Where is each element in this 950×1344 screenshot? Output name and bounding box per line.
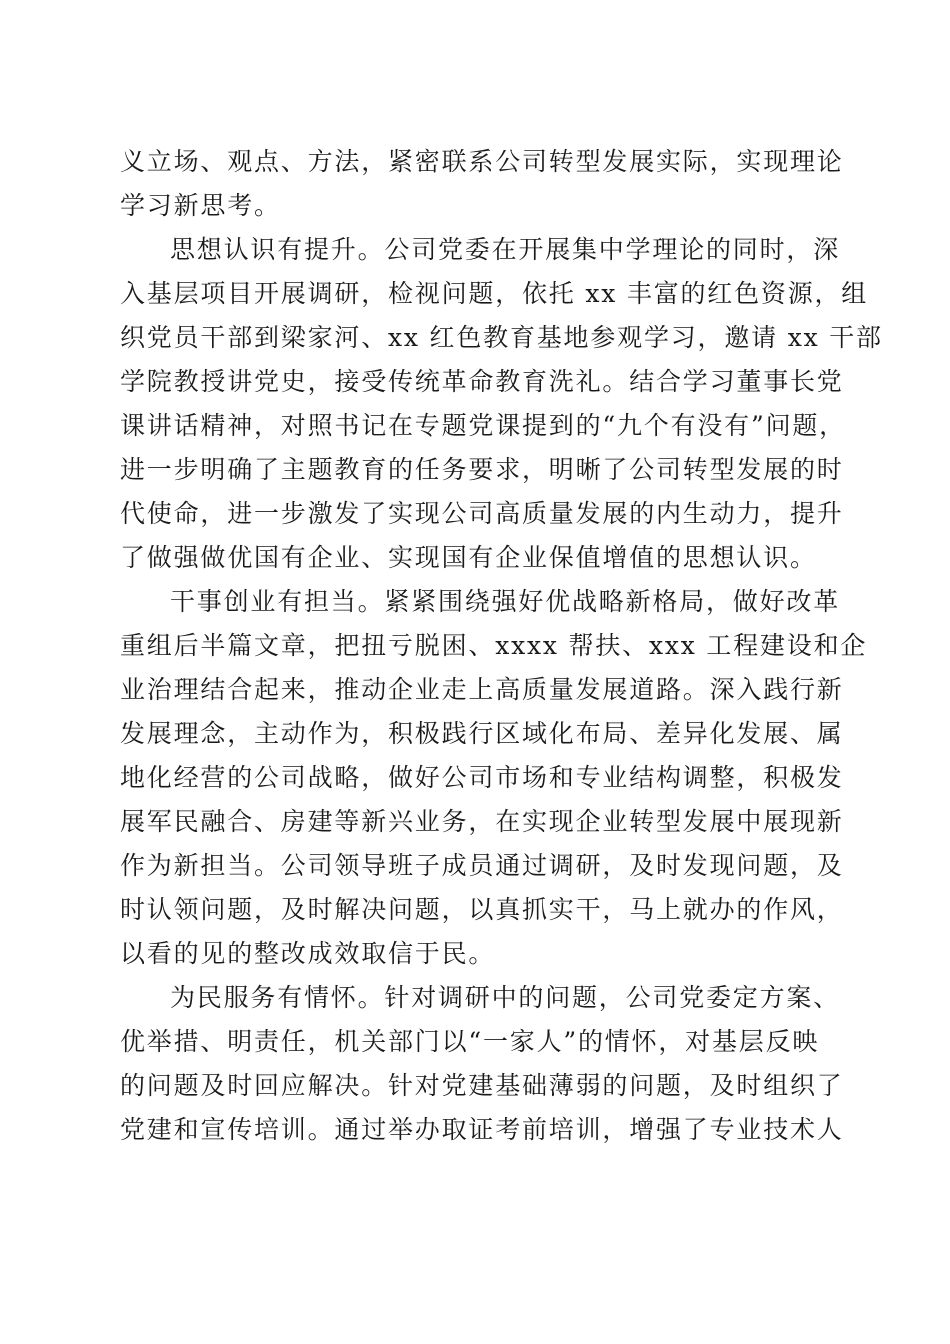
text-line: 重组后半篇文章，把扭亏脱困、xxxx 帮扶、xxx 工程建设和企 bbox=[120, 631, 868, 660]
text-line: 代使命，进一步激发了实现公司高质量发展的内生动力，提升 bbox=[120, 499, 844, 528]
paragraph-4 bbox=[120, 976, 844, 1152]
text-line: 学习新思考。 bbox=[120, 191, 281, 220]
text-line: 作为新担当。公司领导班子成员通过调研，及时发现问题，及 bbox=[120, 851, 844, 880]
paragraph-2 bbox=[120, 228, 883, 580]
text-line: 展军民融合、房建等新兴业务，在实现企业转型发展中展现新 bbox=[120, 807, 844, 836]
paragraph-1 bbox=[120, 140, 844, 228]
text-line: 学院教授讲党史，接受传统革命教育洗礼。结合学习董事长党 bbox=[120, 367, 844, 396]
text-line: 以看的见的整改成效取信于民。 bbox=[120, 939, 496, 968]
text-line: 义立场、观点、方法，紧密联系公司转型发展实际，实现理论 bbox=[120, 147, 844, 176]
text-line: 思想认识有提升。公司党委在开展集中学理论的同时，深 bbox=[170, 235, 841, 264]
text-line: 时认领问题，及时解决问题，以真抓实干，马上就办的作风， bbox=[120, 895, 844, 924]
text-line: 了做强做优国有企业、实现国有企业保值增值的思想认识。 bbox=[120, 543, 817, 572]
text-line: 发展理念，主动作为，积极践行区域化布局、差异化发展、属 bbox=[120, 719, 844, 748]
text-line: 织党员干部到梁家河、xx 红色教育基地参观学习，邀请 xx 干部 bbox=[120, 323, 883, 352]
document-body bbox=[120, 140, 883, 1152]
text-line: 的问题及时回应解决。针对党建基础薄弱的问题，及时组织了 bbox=[120, 1071, 844, 1100]
text-line: 业治理结合起来，推动企业走上高质量发展道路。深入践行新 bbox=[120, 675, 844, 704]
text-line: 课讲话精神，对照书记在专题党课提到的“九个有没有”问题， bbox=[120, 411, 846, 440]
paragraph-3 bbox=[120, 580, 868, 976]
text-line: 党建和宣传培训。通过举办取证考前培训，增强了专业技术人 bbox=[120, 1115, 844, 1144]
text-line: 干事创业有担当。紧紧围绕强好优战略新格局，做好改革 bbox=[170, 587, 841, 616]
text-line: 为民服务有情怀。针对调研中的问题，公司党委定方案、 bbox=[170, 983, 841, 1012]
text-line: 优举措、明责任，机关部门以“一家人”的情怀，对基层反映 bbox=[120, 1027, 820, 1056]
text-line: 入基层项目开展调研，检视问题，依托 xx 丰富的红色资源，组 bbox=[120, 279, 869, 308]
text-line: 地化经营的公司战略，做好公司市场和专业结构调整，积极发 bbox=[120, 763, 844, 792]
text-line: 进一步明确了主题教育的任务要求，明晰了公司转型发展的时 bbox=[120, 455, 844, 484]
